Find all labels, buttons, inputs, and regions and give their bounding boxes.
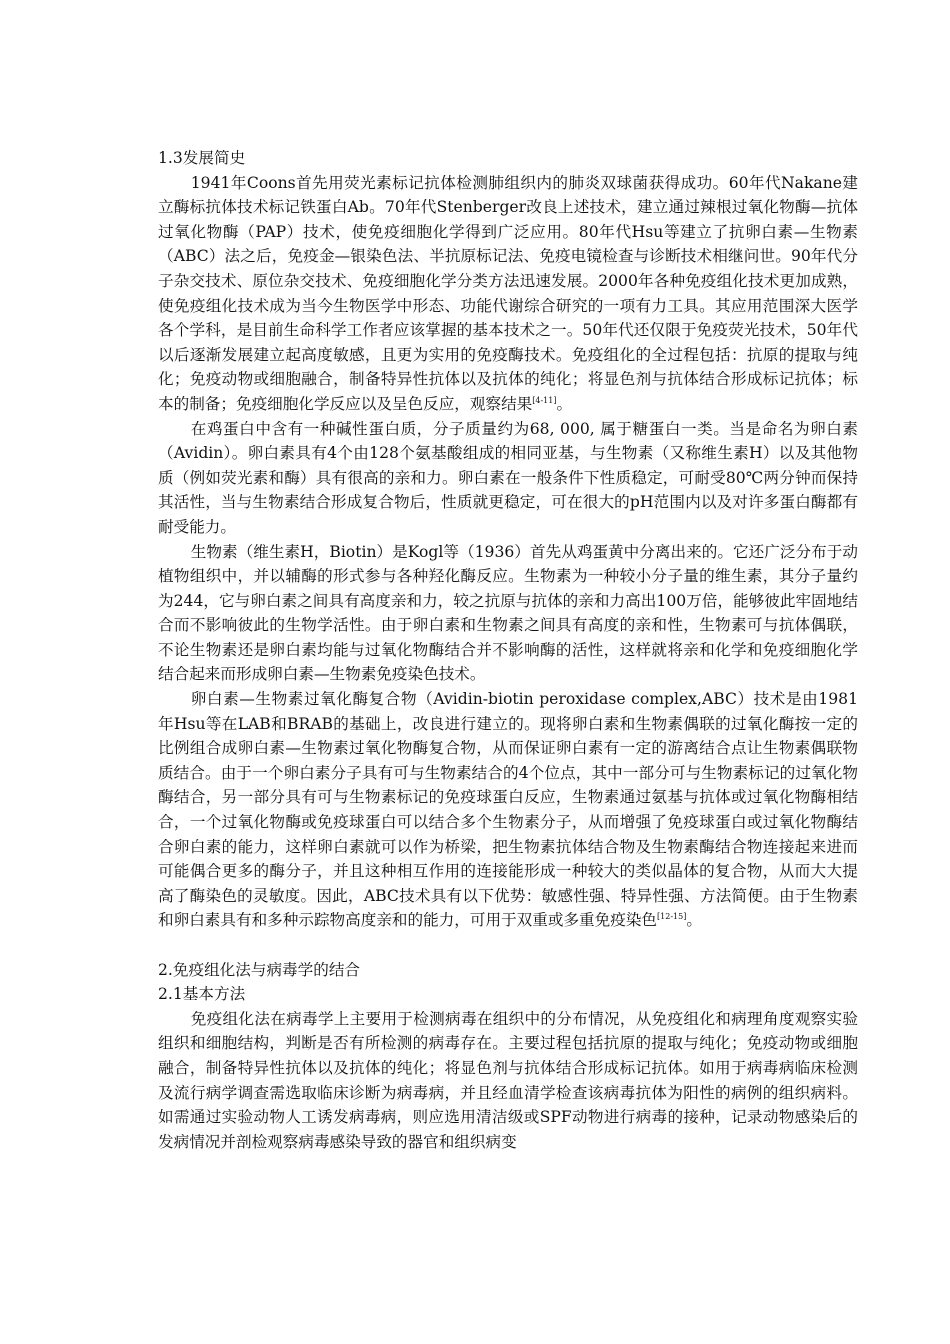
section-heading-2: 2.免疫组化法与病毒学的结合: [158, 960, 361, 979]
paragraph-abc-end: 。: [686, 911, 702, 930]
citation-4-11: [4-11]: [532, 395, 557, 405]
section-heading-2-1: 2.1基本方法: [158, 985, 246, 1004]
citation-12-15: [12-15]: [657, 912, 687, 922]
paragraph-history-end: 。: [556, 394, 573, 413]
paragraph-abc: [158, 687, 858, 933]
paragraph-history: [158, 171, 858, 417]
paragraph-history-text: 1941年Coons首先用荧光素标记抗体检测肺组织内的肺炎双球菌获得成功。60年代Nakane建立酶标抗体技术标记铁蛋白Ab。70年代Stenberger改良上述技术，建立通过辣根过氧化物酶—抗体过氧化物酶（PAP）技术，使免疫细胞化学得到广泛应用。80年代Hsu等建立了抗卵白素—生物素（ABC）法之后，免疫金—银染色法、半抗原标记法、免疫电镜检查与诊断技术相继问世。90年代分子杂交技术、原位杂交技术、免疫细胞化学分类方法迅速发展。2000年各种免疫组化技术更加成熟，使免疫组化技术成为当今生物医学中形态、功能代谢综合研究的一项有力工具。其应用范围深大医学各个学科，是目前生命科学工作者应该掌握的基本技术之一。50年代还仅限于免疫荧光技术，50年代以后逐渐发展建立起高度敏感，且更为实用的免疫酶技术。免疫组化的全过程包括：抗原的提取与纯化；免疫动物或细胞融合，制备特异性抗体以及抗体的纯化；将显色剂与抗体结合形成标记抗体；标本的制备；免疫细胞化学反应以及呈色反应，观察结果: [158, 173, 858, 413]
paragraph-biotin: 生物素（维生素H，Biotin）是Kogl等（1936）首先从鸡蛋黄中分离出来的。它还广泛分布于动植物组织中，并以辅酶的形式参与各种羟化酶反应。生物素为一种较小分子量的维生素，其分子量约为244，它与卵白素之间具有高度亲和力，较之抗原与抗体的亲和力高出100万倍，能够彼此牢固地结合而不影响彼此的生物学活性。由于卵白素和生物素之间具有高度的亲和性，生物素可与抗体偶联，不论生物素还是卵白素均能与过氧化物酶结合并不影响酶的活性，这样就将亲和化学和免疫细胞化学结合起来而形成卵白素—生物素免疫染色技术。: [158, 542, 858, 684]
paragraph-avidin: 在鸡蛋白中含有一种碱性蛋白质，分子质量约为68, 000, 属于糖蛋白一类。当是命名为卵白素（Avidin）。卵白素具有4个由128个氨基酸组成的相同亚基，与生物素（又称维生素H）以及其他物质（例如荧光素和酶）具有很高的亲和力。卵白素在一般条件下性质稳定，可耐受80℃两分钟而保持其活性，当与生物素结合形成复合物后，性质就更稳定，可在很大的pH范围内以及对许多蛋白酶都有耐受能力。: [158, 419, 858, 536]
document-body: [158, 146, 858, 1154]
section-spacer: [158, 933, 858, 958]
paragraph-abc-text: 卵白素—生物素过氧化酶复合物（Avidin-biotin peroxidase complex,ABC）技术是由1981年Hsu等在LAB和BRAB的基础上，改良进行建立的。现将卵白素和生物素偶联的过氧化酶按一定的比例组合成卵白素—生物素过氧化物酶复合物，从而保证卵白素有一定的游离结合点让生物素偶联物质结合。由于一个卵白素分子具有可与生物素结合的4个位点，其中一部分可与生物素标记的过氧化物酶结合，另一部分具有可与生物素标记的免疫球蛋白反应，生物素通过氨基与抗体或过氧化物酶相结合，一个过氧化物酶或免疫球蛋白可以结合多个生物素分子，从而增强了免疫球蛋白或过氧化物酶结合卵白素的能力，这样卵白素就可以作为桥梁，把生物素抗体结合物及生物素酶结合物连接起来进而可能偶合更多的酶分子，并且这种相互作用的连接能形成一种较大的类似晶体的复合物，从而大大提高了酶染色的灵敏度。因此，ABC技术具有以下优势：敏感性强、特异性强、方法简便。由于生物素和卵白素具有和多种示踪物高度亲和的能力，可用于双重或多重免疫染色: [158, 690, 858, 930]
section-heading-1-3: 1.3发展简史: [158, 149, 246, 167]
paragraph-basic-method: 免疫组化法在病毒学上主要用于检测病毒在组织中的分布情况，从免疫组化和病理角度观察实验组织和细胞结构，判断是否有所检测的病毒存在。主要过程包括抗原的提取与纯化；免疫动物或细胞融合，制备特异性抗体以及抗体的纯化；将显色剂与抗体结合形成标记抗体。如用于病毒病临床检测及流行病学调查需选取临床诊断为病毒病，并且经血清学检查该病毒抗体为阳性的病例的组织病料。如需通过实验动物人工诱发病毒病，则应选用清洁级或SPF动物进行病毒的接种，记录动物感染后的发病情况并剖检观察病毒感染导致的器官和组织病变: [158, 1009, 858, 1151]
